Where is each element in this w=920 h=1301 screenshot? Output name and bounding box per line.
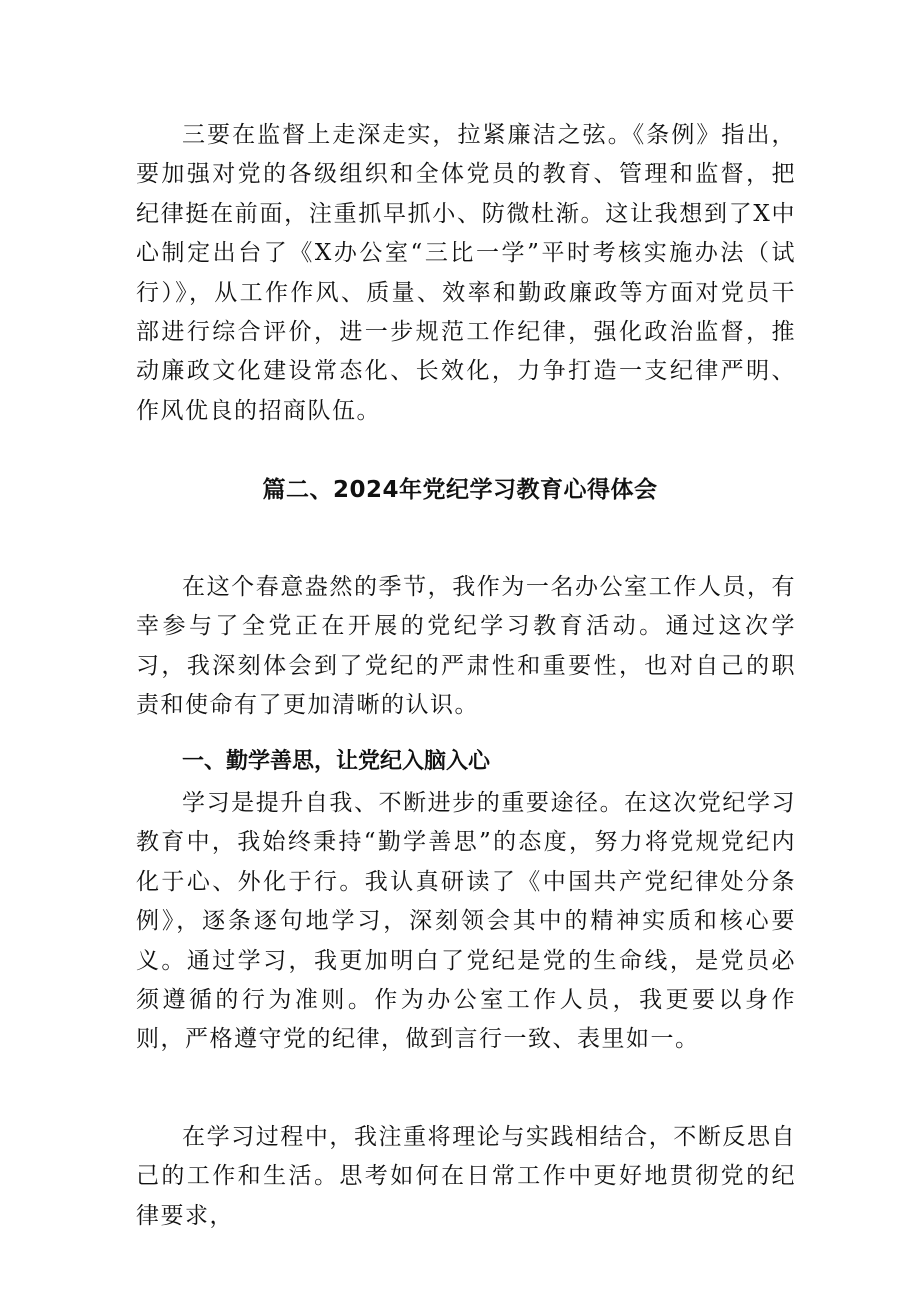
body-paragraph: 学习是提升自我、不断进步的重要途径。在这次党纪学习教育中，我始终秉持“勤学善思”的态度，努力将党规党纪内化于心、外化于行。我认真研读了《中国共产党纪律处分条例》，逐条逐句地学习，深刻领会其中的精神实质和核心要义。通过学习，我更加明白了党纪是党的生命线，是党员必须遵循的行为准则。作为办公室工作人员，我更要以身作则，严格遵守党的纪律，做到言行一致、表里如一。 xyxy=(136,790,796,1053)
body-paragraph: 在这个春意盎然的季节，我作为一名办公室工作人员，有幸参与了全党正在开展的党纪学习教育活动。通过这次学习，我深刻体会到了党纪的严肃性和重要性，也对自己的职责和使命有了更加清晰的认识。 xyxy=(136,574,796,719)
subheading: 一、勤学善思，让党纪入脑入心 xyxy=(182,749,491,774)
body-paragraph: 三要在监督上走深走实，拉紧廉洁之弦。《条例》指出，要加强对党的各级组织和全体党员的教育、管理和监督，把纪律挺在前面，注重抓早抓小、防微杜渐。这让我想到了X中心制定出台了《X办公室“三比一学”平时考核实施办法（试行）》，从工作作风、质量、效率和勤政廉政等方面对党员干部进行综合评价，进一步规范工作纪律，强化政治监督，推动廉政文化建设常态化、长效化，力争打造一支纪律严明、作风优良的招商队伍。 xyxy=(136,122,796,424)
body-paragraph: 在学习过程中，我注重将理论与实践相结合，不断反思自己的工作和生活。思考如何在日常工作中更好地贯彻党的纪律要求， xyxy=(136,1124,796,1229)
section-title: 篇二、2024年党纪学习教育心得体会 xyxy=(262,477,658,503)
